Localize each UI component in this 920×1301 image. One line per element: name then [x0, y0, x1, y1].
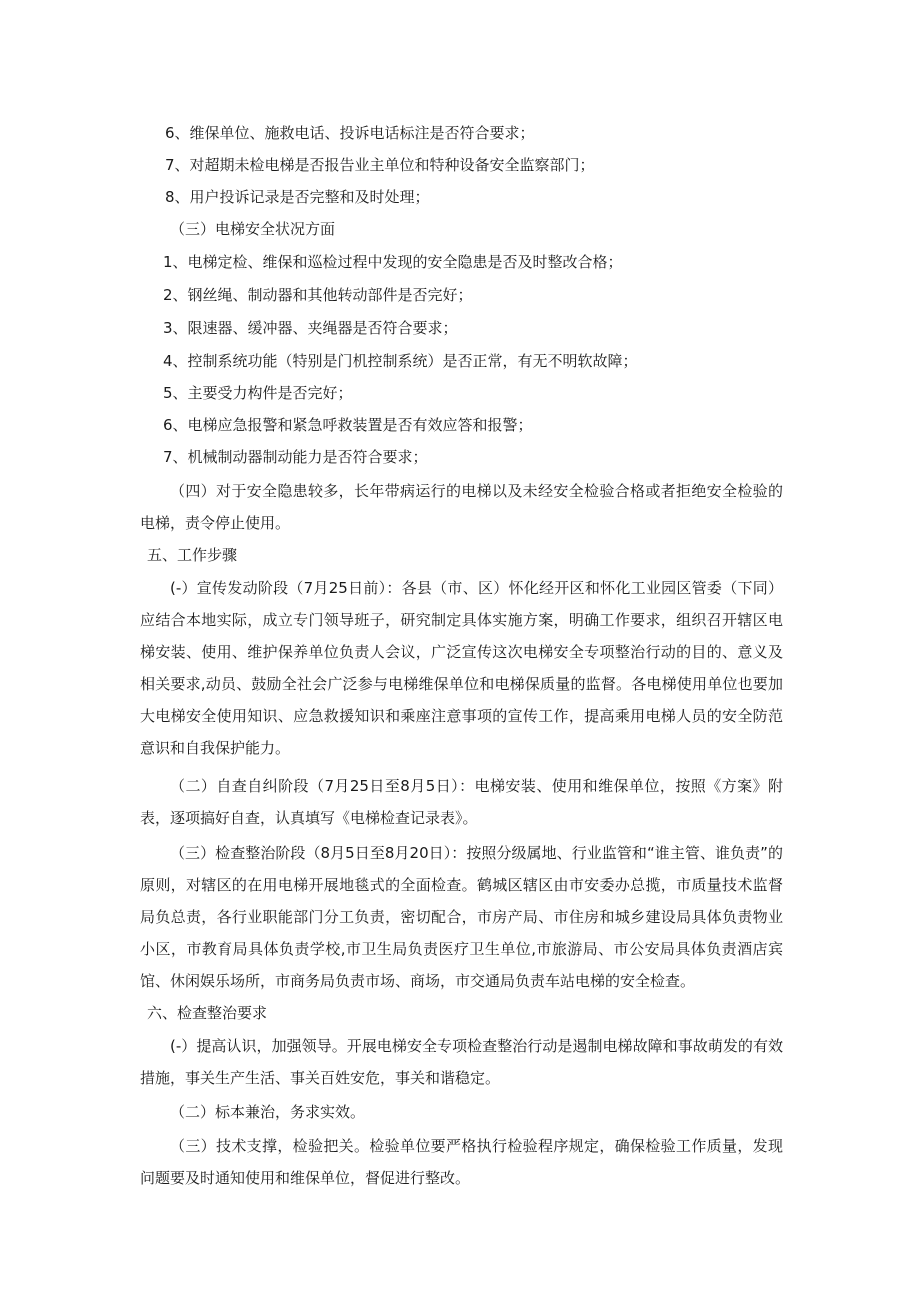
checklist-item: 5、主要受力构件是否完好；: [163, 384, 353, 402]
checklist-item: 6、电梯应急报警和紧急呼救装置是否有效应答和报警；: [163, 416, 533, 434]
paragraph: （二）标本兼治，务求实效。: [170, 1103, 366, 1121]
checklist-item: 6、维保单位、施救电话、投诉电话标注是否符合要求；: [165, 124, 535, 142]
paragraph: (-）宣传发动阶段（7月25日前）：各县（市、区）怀化经开区和怀化工业园区管委（下同）应结合本地实际，成立专门领导班子，研究制定具体实施方案，明确工作要求，组织召开辖区电梯安装、使用、维护保养单位负责人会议，广泛宣传这次电梯安全专项整治行动的目的、意义及相关要求,动员、鼓励全社会广泛参与电梯维保单位和电梯保质量的监督。各电梯使用单位也要加大电梯安全使用知识、应急救援知识和乘座注意事项的宣传工作，提高乘用电梯人员的安全防范意识和自我保护能力。: [140, 579, 783, 757]
checklist-item: 1、电梯定检、维保和巡检过程中发现的安全隐患是否及时整改合格；: [163, 253, 623, 271]
section-heading: 六、检查整治要求: [147, 1004, 268, 1022]
paragraph: (-）提高认识，加强领导。开展电梯安全专项检查整治行动是遏制电梯故障和事故萌发的有效措施，事关生产生活、事关百姓安危，事关和谐稳定。: [140, 1037, 783, 1087]
checklist-item: 8、用户投诉记录是否完整和及时处理；: [165, 188, 430, 206]
checklist-item: 7、对超期未检电梯是否报告业主单位和特种设备安全监察部门；: [165, 156, 595, 174]
paragraph: （三）技术支撑，检验把关。检验单位要严格执行检验程序规定，确保检验工作质量，发现问题要及时通知使用和维保单位，督促进行整改。: [140, 1137, 783, 1187]
checklist-item: 2、钢丝绳、制动器和其他转动部件是否完好；: [163, 286, 473, 304]
section-heading: （三）电梯安全状况方面: [170, 220, 336, 238]
checklist-item: 4、控制系统功能（特别是门机控制系统）是否正常，有无不明软故障；: [163, 352, 638, 370]
paragraph: （二）自查自纠阶段（7月25日至8月5日）：电梯安装、使用和维保单位，按照《方案》附表，逐项搞好自查，认真填写《电梯检查记录表》。: [140, 777, 783, 827]
checklist-item: 7、机械制动器制动能力是否符合要求；: [163, 448, 428, 466]
section-heading: 五、工作步骤: [147, 546, 238, 564]
paragraph: （四）对于安全隐患较多，长年带病运行的电梯以及未经安全检验合格或者拒绝安全检验的电梯，责令停止使用。: [140, 482, 783, 532]
paragraph: （三）检查整治阶段（8月5日至8月20日）：按照分级属地、行业监管和“谁主管、谁负责”的原则，对辖区的在用电梯开展地毯式的全面检查。鹤城区辖区由市安委办总揽，市质量技术监督局负总责，各行业职能部门分工负责，密切配合，市房产局、市住房和城乡建设局具体负责物业小区，市教育局具体负责学校,市卫生局负责医疗卫生单位,市旅游局、市公安局具体负责酒店宾馆、休闲娱乐场所，市商务局负责市场、商场，市交通局负责车站电梯的安全检查。: [140, 844, 783, 990]
checklist-item: 3、限速器、缓冲器、夹绳器是否符合要求；: [163, 319, 458, 337]
